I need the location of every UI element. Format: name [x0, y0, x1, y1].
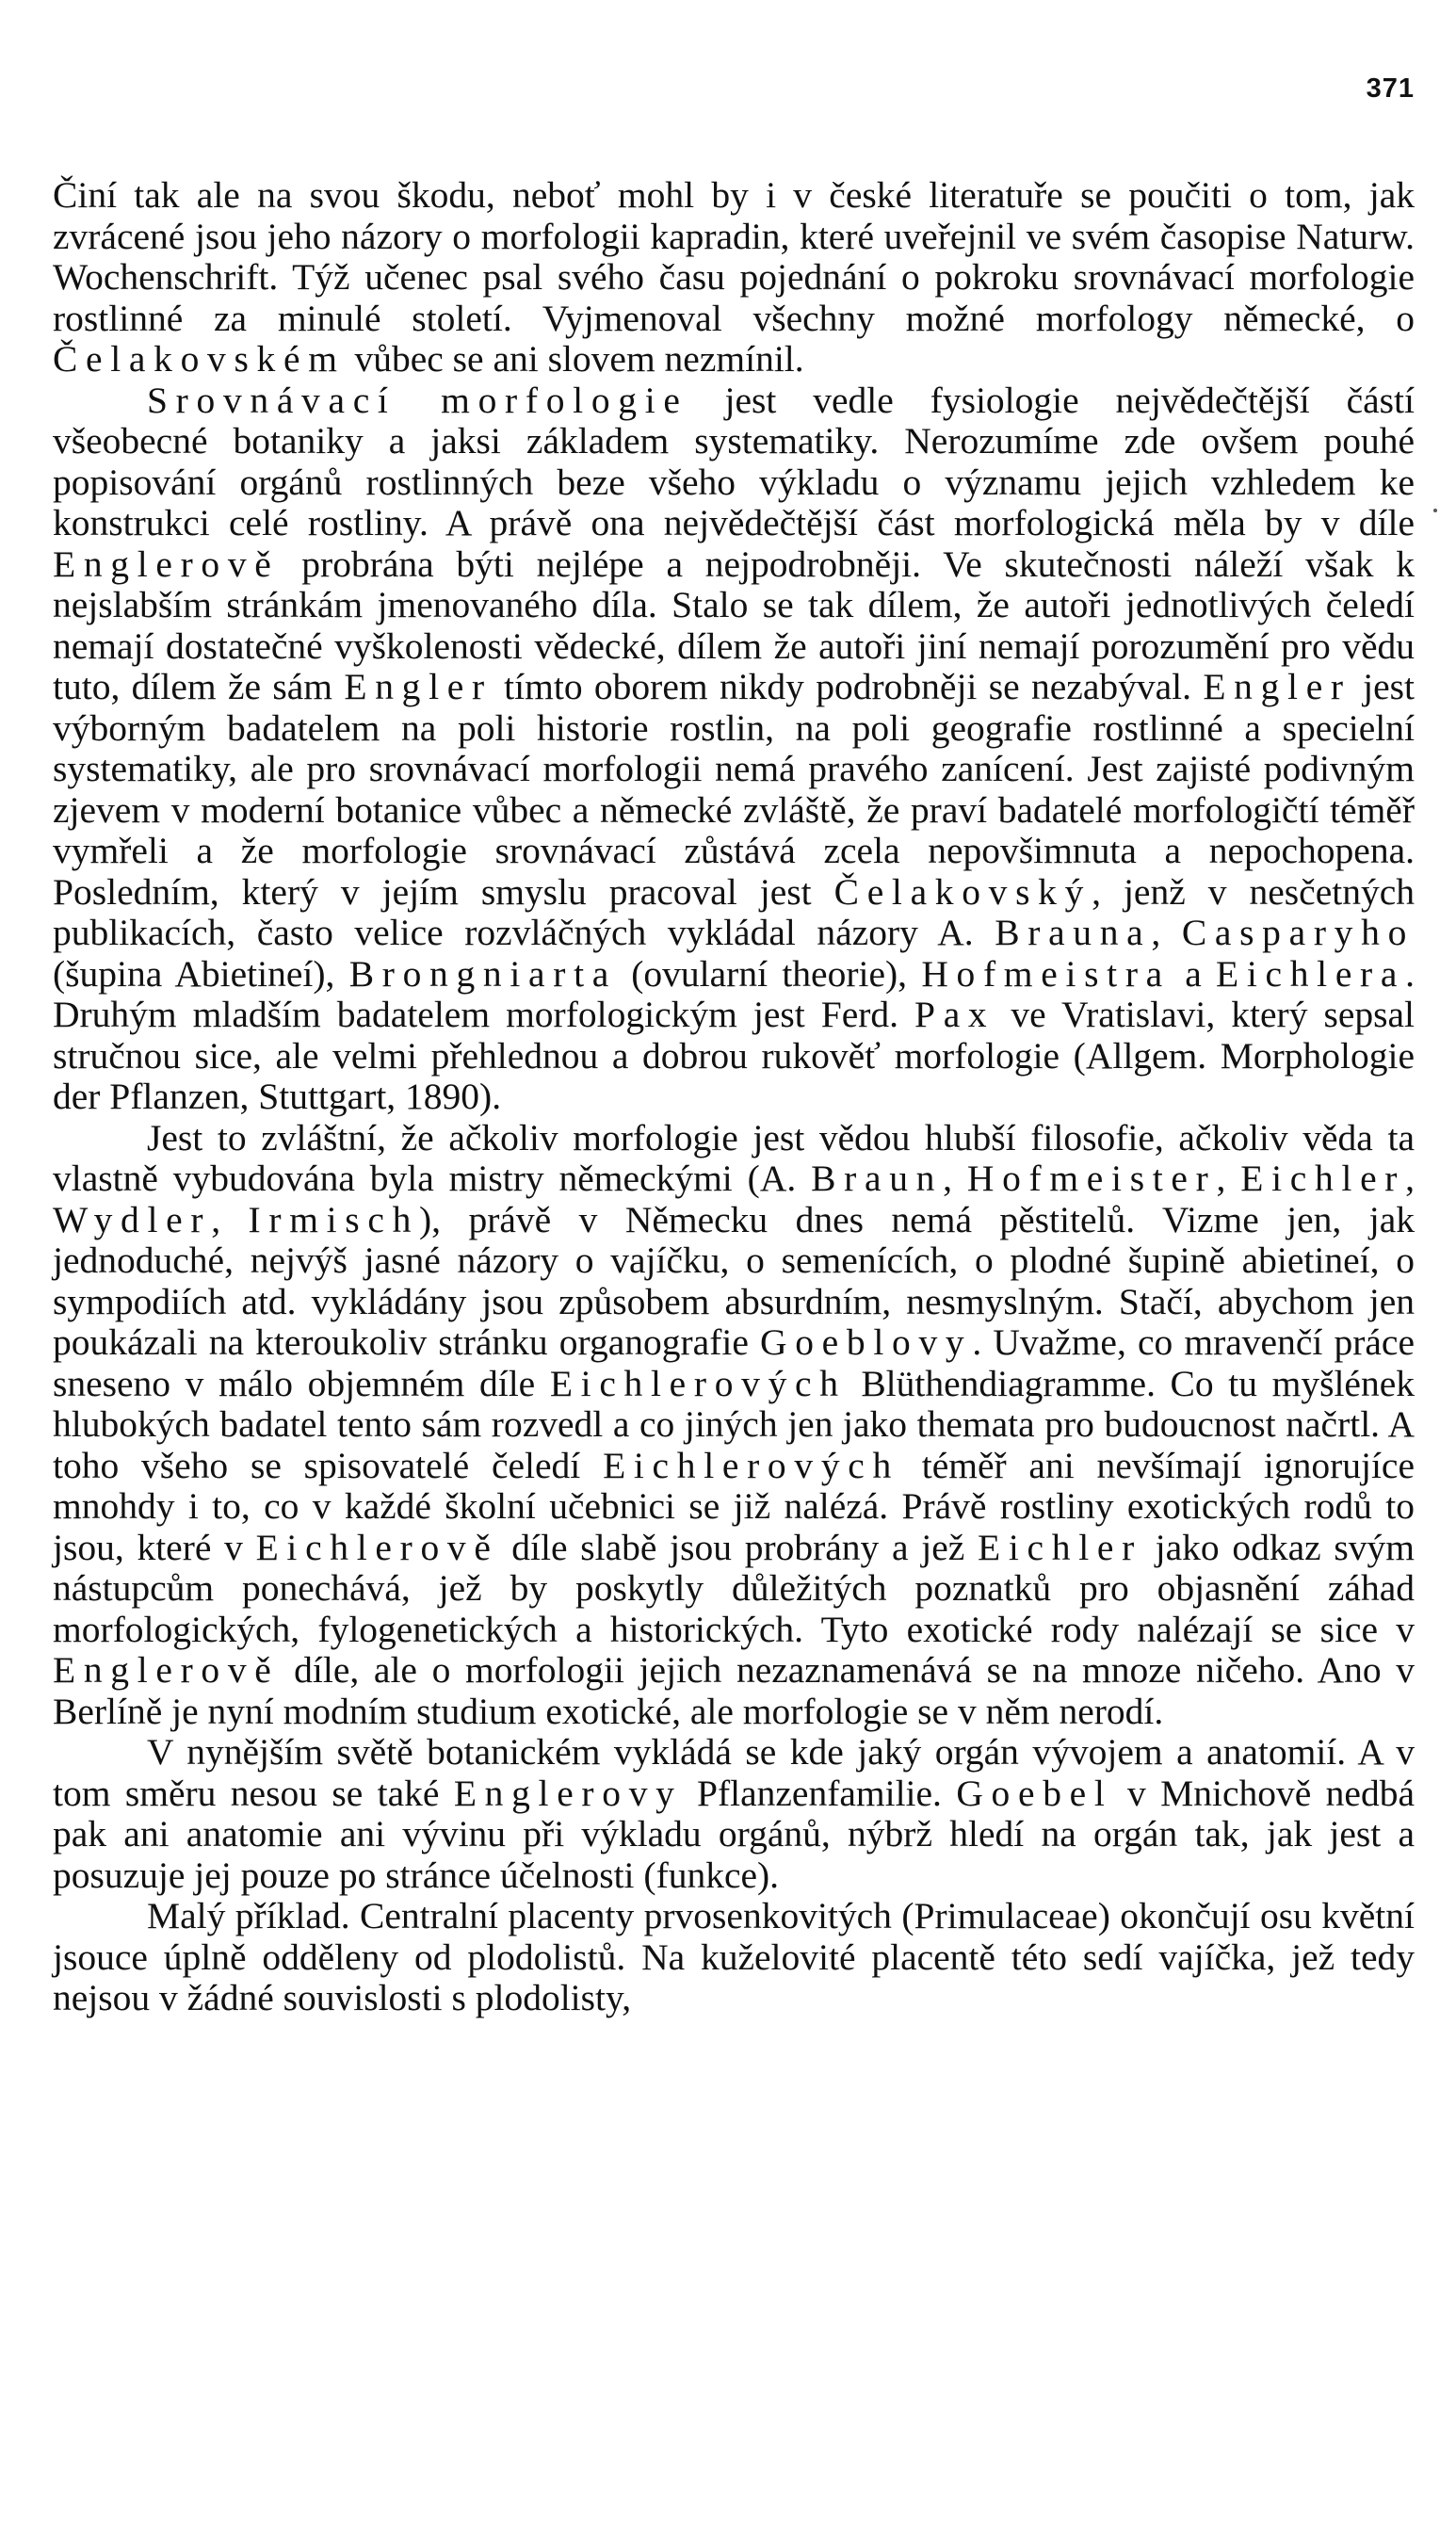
paragraph — [53, 1732, 1415, 1896]
emphasized-name: Eichlera — [1216, 952, 1406, 995]
emphasized-name: Wydler — [53, 1198, 212, 1240]
emphasized-name: Hofmeistra — [921, 952, 1171, 995]
emphasized-name: Engler — [1203, 666, 1351, 707]
text-run: , — [943, 1158, 967, 1199]
text-run: téměř ani nevšímají ignorujíce mnohdy i to, co v každé školní učebnici se již nalézá. Právě rostliny exotických rodů to jsou, které v — [53, 1444, 1415, 1568]
emphasized-name: Eichlerově — [255, 1526, 499, 1568]
text-run: a — [1170, 952, 1217, 995]
scan-speck — [1433, 509, 1437, 512]
paragraph — [53, 1896, 1415, 2019]
emphasized-name: Eichler — [978, 1526, 1142, 1568]
text-run: Blüthendiagramme. Co tu myšlének hlubokých badatel tento sám rozvedl a co jiných jen jako themata pro budoucnost načrtl. A toho všeho se spisovatelé čeledí — [53, 1362, 1415, 1486]
text-run: tímto oborem nikdy podrobněji se nezabýval. — [492, 666, 1204, 707]
text-run: jest vedle fysiologie nejvědečtější částí všeobecné botaniky a jaksi základem systematiky. Nerozumíme zde ovšem pouhé popisování orgánů rostlinných beze všeho výkladu o významu jejich vzhledem ke konstrukci celé rostliny. A právě ona nejvědečtější část morfologická měla by v díle — [53, 379, 1415, 543]
text-run: vůbec se ani slovem nezmínil. — [345, 338, 804, 380]
emphasized-name: Englerově — [53, 1649, 280, 1691]
emphasized-name: Casparyho — [1181, 912, 1416, 953]
text-run: probrána býti nejlépe a nejpodrobněji. Ve skutečnosti náleží však k nejslabším stránkám jmenovaného díla. Stalo se tak dílem, že autoři jednotlivých čeledí nemají dostatečné vyškolenosti vědecké, dílem že autoři jiní nemají porozumění pro vědu tuto, dílem že sám — [53, 543, 1415, 707]
text-run: . Druhým mladším badatelem morfologickým jest Ferd. — [53, 952, 1415, 1035]
text-run: , — [211, 1198, 249, 1240]
text-run: díle slabě jsou probrány a jež — [498, 1526, 979, 1568]
emphasized-name: Goebel — [956, 1772, 1113, 1814]
emphasized-name: Brauna — [995, 912, 1152, 953]
text-run: (ovularní theorie), — [616, 952, 922, 995]
text-run: Pflanzenfamilie. — [682, 1772, 957, 1814]
text-run: jako odkaz svým nástupcům ponechává, jež by poskytly důležitých poznatků pro objasnění záhad morfologických, fylogenetických a historických. Tyto exotické rody nalézají se sice v — [53, 1526, 1416, 1650]
emphasized-name: Srovnávací morfologie — [147, 379, 688, 421]
emphasized-name: Englerovy — [453, 1772, 683, 1814]
page-number: 371 — [1366, 73, 1415, 104]
emphasized-name: Eichlerových — [549, 1362, 847, 1404]
text-run: ), právě v Německu dnes nemá pěstitelů. Vizme jen, jak jednoduché, nejvýš jasné názory o vajíčku, o semenících, o plodné šupině abietineí, o sympodiích atd. vykládány jsou způsobem absurdním, nesmyslným. Stačí, abychom jen poukázali na kteroukoliv stránku organografie — [53, 1198, 1415, 1363]
body-text — [53, 175, 1415, 2019]
paragraph — [53, 1118, 1415, 1733]
emphasized-name: Irmisch — [248, 1198, 420, 1240]
emphasized-name: Braun — [811, 1158, 944, 1199]
text-run: Činí tak ale na svou škodu, neboť mohl by i v české literatuře se poučiti o tom, jak zvrácené jsou jeho názory o morfologii kapradin, které uveřejnil ve svém časopise Naturw. Wochenschrift. Týž učenec psal svého času pojednání o pokroku srovnávací morfologie rostlinné za minulé století. Vyjmenoval všechny možné morfology německé, o — [53, 174, 1415, 339]
text-run: , jenž v nesčetných publikacích, často velice rozvláčných vykládal názory A. — [53, 870, 1416, 953]
text-run: , — [1405, 1158, 1416, 1199]
text-run: (šupina Abietineí), — [53, 952, 349, 995]
text-run: . Uvažme, co mravenčí práce sneseno v málo objemném díle — [53, 1321, 1415, 1404]
text-run: , — [1216, 1158, 1241, 1199]
emphasized-name: Čelakovském — [53, 338, 346, 380]
paragraph — [53, 175, 1415, 381]
text-run: díle, ale o morfologii jejich nezaznamenává se na mnoze ničeho. Ano v Berlíně je nyní modním studium exotické, ale morfologie se v něm nerodí. — [53, 1649, 1415, 1732]
text-run: Jest to zvláštní, že ačkoliv morfologie jest vědou hlubší filosofie, ačkoliv věda ta vlastně vybudována byla mistry německými (A. — [53, 1116, 1415, 1199]
emphasized-name: Eichler — [1240, 1158, 1406, 1199]
emphasized-name: Engler — [344, 666, 493, 707]
emphasized-name: Hofmeister — [966, 1158, 1217, 1199]
emphasized-name: Englerově — [53, 543, 280, 585]
emphasized-name: Brongniarta — [348, 952, 617, 995]
text-run: , — [1151, 912, 1182, 953]
emphasized-name: Eichlerových — [603, 1444, 899, 1486]
text-run: ve Vratislavi, který sepsal stručnou sice, ale velmi přehlednou a dobrou rukověť morfologie (Allgem. Morphologie der Pflanzen, Stuttgart, 1890). — [53, 994, 1416, 1117]
text-run: V nynějším světě botanickém vykládá se kde jaký orgán vývojem a anatomií. A v tom směru nesou se také — [53, 1731, 1415, 1814]
emphasized-name: Čelakovský — [833, 870, 1092, 913]
text-run: Malý příklad. Centralní placenty prvosenkovitých (Primulaceae) okončují osu květní jsouce úplně odděleny od plodolistů. Na kuželovité placentě této sedí vajíčka, jež tedy nejsou v žádné souvislosti s plodolisty, — [53, 1895, 1415, 2018]
emphasized-name: Pax — [914, 994, 995, 1035]
paragraph — [53, 381, 1415, 1118]
text-run: v Mnichově nedbá pak ani anatomie ani vývinu při výkladu orgánů, nýbrž hledí na orgán tak, jak jest a posuzuje jej pouze po stránce účelnosti (funkce). — [53, 1772, 1415, 1896]
emphasized-name: Goeblovy — [760, 1321, 973, 1363]
text-run: jest výborným badatelem na poli historie rostlin, na poli geografie rostlinné a specielní systematiky, ale pro srovnávací morfologii nemá pravého zanícení. Jest zajisté podivným zjevem v moderní botanice vůbec a německé zvláště, že praví badatelé morfologičtí téměř vymřeli a že morfologie srovnávací zůstává zcela nepovšimnuta a nepochopena. Posledním, který v jejím smyslu pracoval jest — [53, 666, 1415, 913]
